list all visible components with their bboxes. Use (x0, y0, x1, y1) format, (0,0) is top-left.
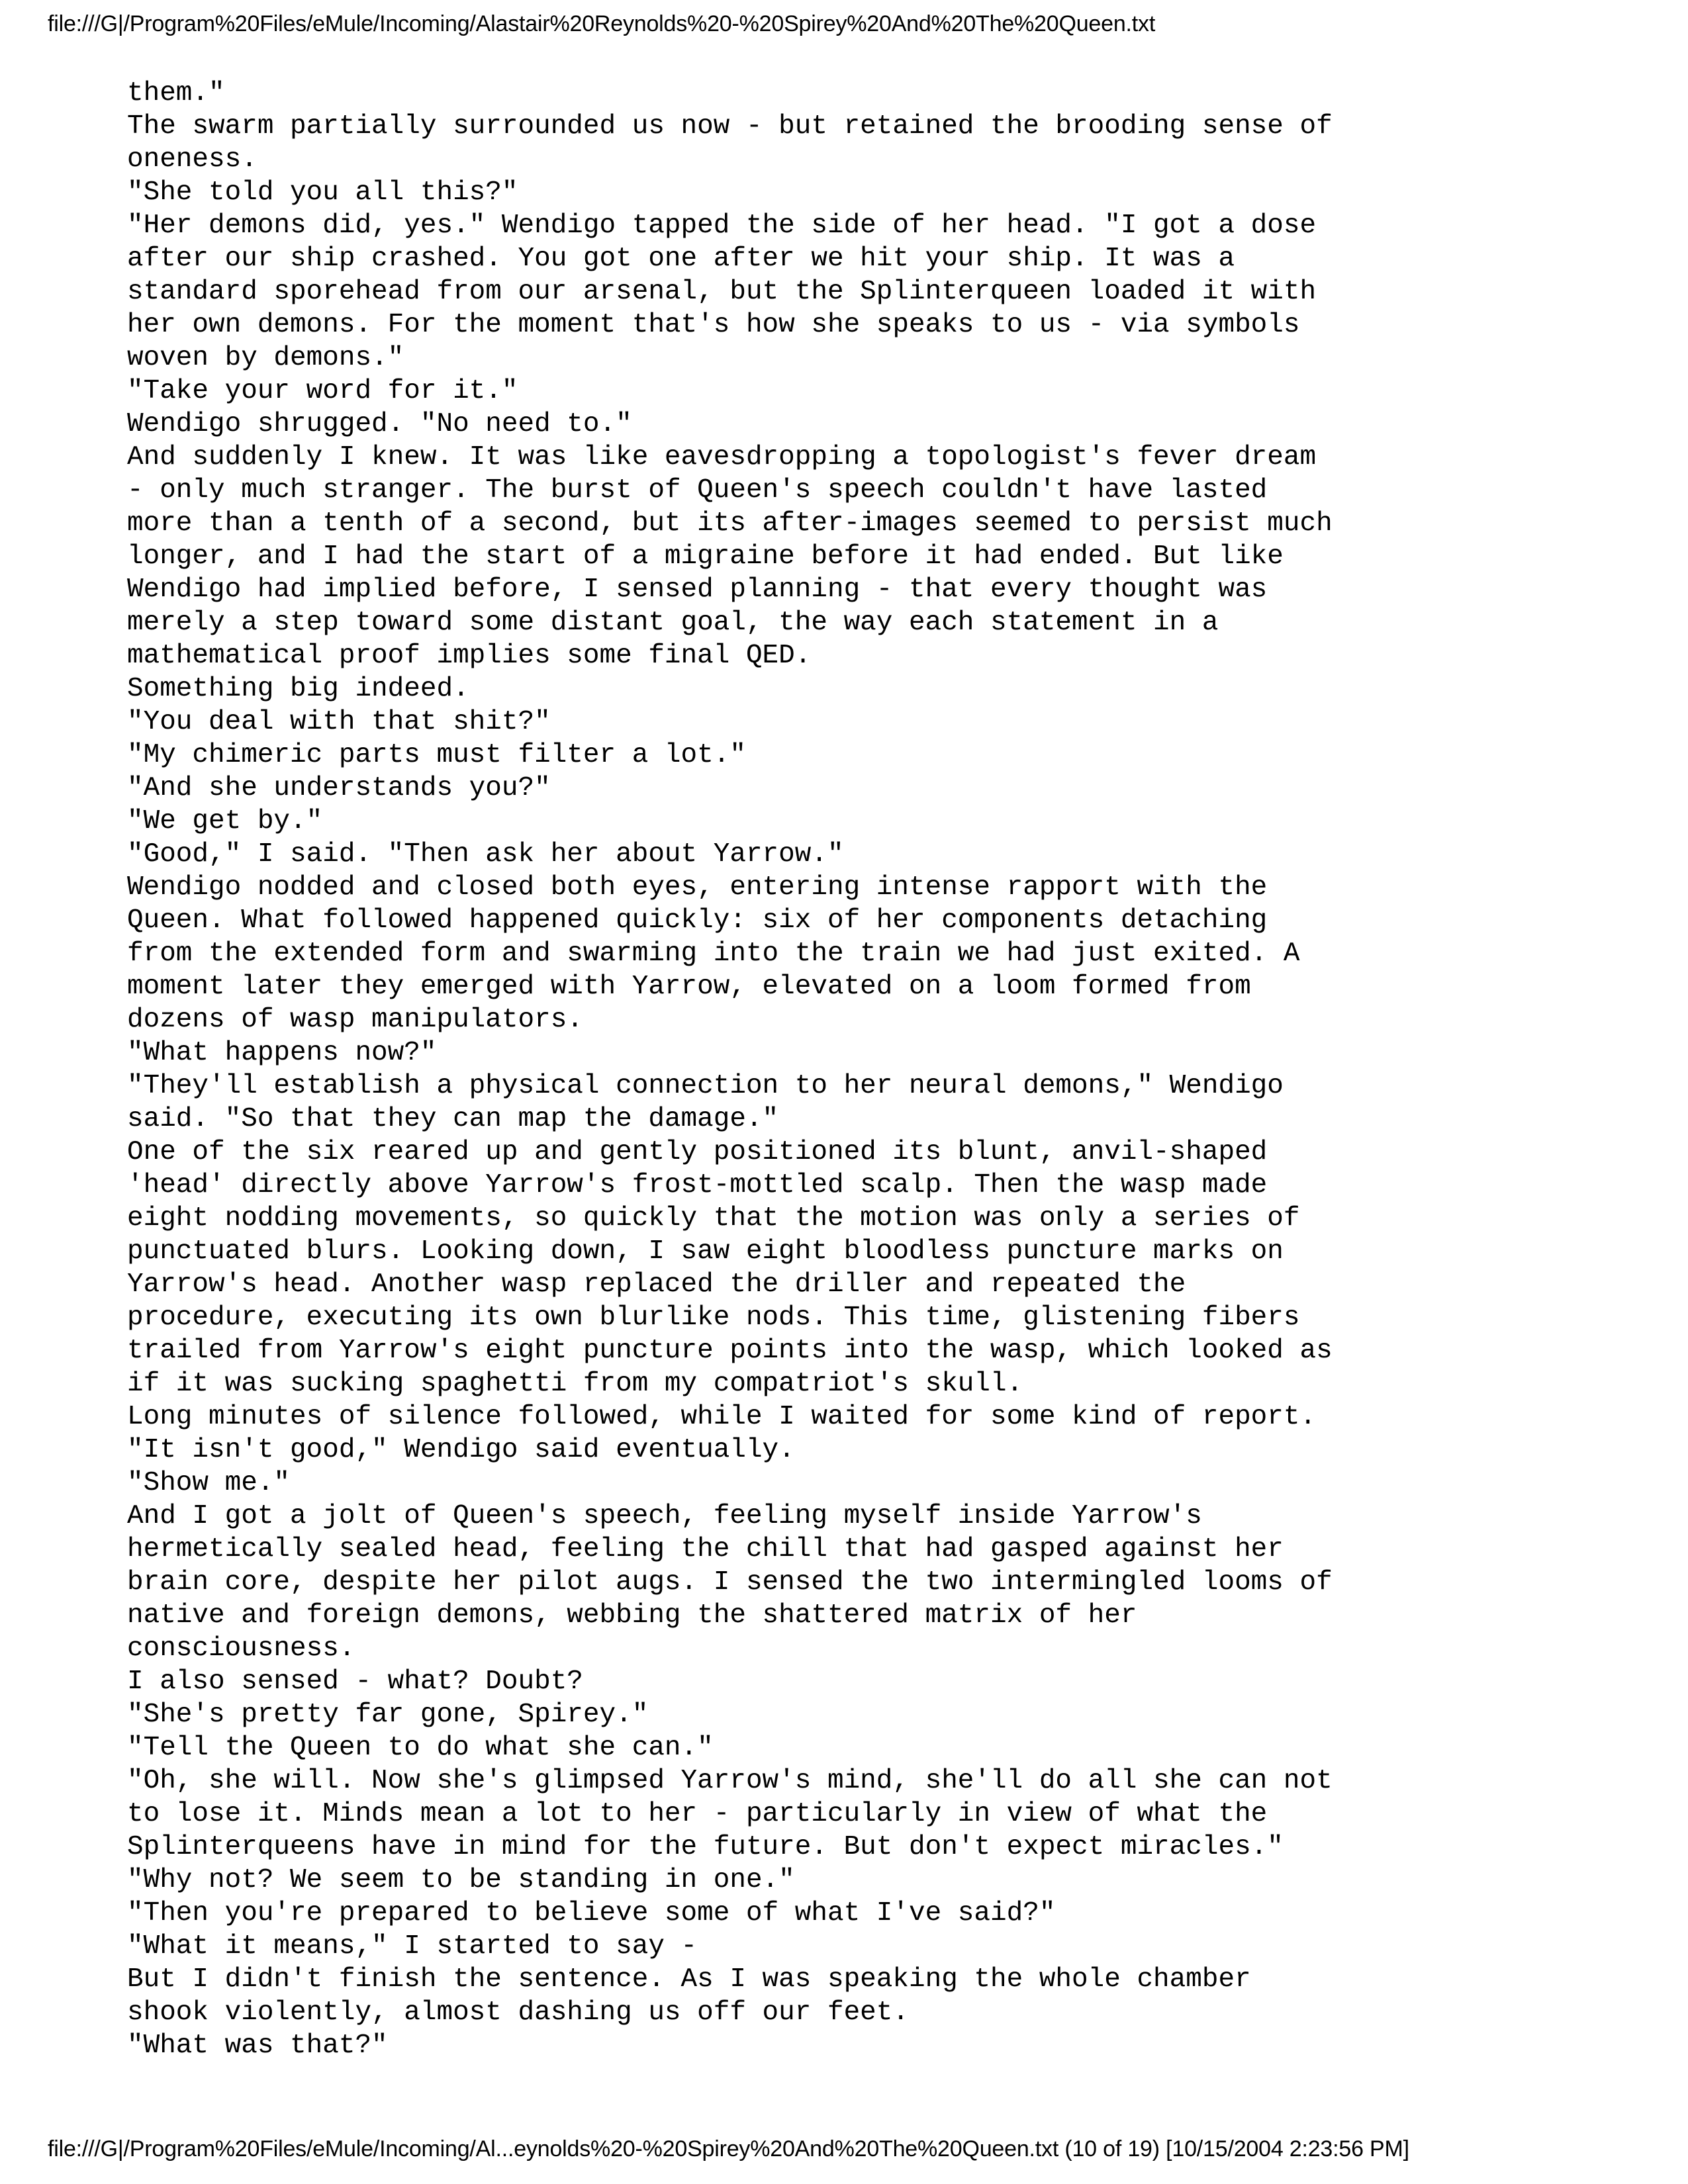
text-line: native and foreign demons, webbing the shattered matrix of her (127, 1600, 1137, 1631)
text-line: Wendigo had implied before, I sensed planning - that every thought was (127, 574, 1268, 605)
page-header-url: file:///G|/Program%20Files/eMule/Incoming/Alastair%20Reynolds%20-%20Spirey%20And%20The%20Queen.txt (48, 11, 1156, 36)
text-line: "Good," I said. "Then ask her about Yarrow." (127, 839, 844, 870)
text-line: brain core, despite her pilot augs. I sensed the two intermingled looms of (127, 1567, 1333, 1598)
text-line: consciousness. (127, 1633, 355, 1664)
text-line: "And she understands you?" (127, 773, 551, 803)
text-line: after our ship crashed. You got one after we hit your ship. It was a (127, 244, 1235, 274)
text-line: "What happens now?" (127, 1038, 437, 1068)
text-line: "Tell the Queen to do what she can." (127, 1733, 714, 1763)
text-line: "Then you're prepared to believe some of what I've said?" (127, 1898, 1056, 1929)
text-line: And suddenly I knew. It was like eavesdropping a topologist's fever dream (127, 442, 1317, 473)
text-line: "She's pretty far gone, Spirey." (127, 1700, 649, 1730)
text-line: "Take your word for it." (127, 376, 518, 406)
text-line: Splinterqueens have in mind for the future. But don't expect miracles." (127, 1832, 1284, 1862)
text-line: "What it means," I started to say - (127, 1931, 698, 1962)
text-line: hermetically sealed head, feeling the chill that had gasped against her (127, 1534, 1284, 1565)
text-line: shook violently, almost dashing us off our feet. (127, 1997, 909, 2028)
text-line: "Why not? We seem to be standing in one." (127, 1865, 795, 1895)
text-line: "Her demons did, yes." Wendigo tapped the side of her head. "I got a dose (127, 210, 1317, 241)
text-line: more than a tenth of a second, but its after-images seemed to persist much (127, 508, 1333, 539)
text-line: from the extended form and swarming into the train we had just exited. A (127, 938, 1300, 969)
text-line: "Oh, she will. Now she's glimpsed Yarrow's mind, she'll do all she can not (127, 1766, 1333, 1796)
text-line: The swarm partially surrounded us now - but retained the brooding sense of (127, 111, 1333, 142)
text-line: Long minutes of silence followed, while I waited for some kind of report. (127, 1402, 1317, 1432)
text-line: oneness. (127, 144, 258, 175)
document-body (127, 77, 1583, 2062)
text-line: her own demons. For the moment that's how she speaks to us - via symbols (127, 310, 1300, 340)
text-line: trailed from Yarrow's eight puncture points into the wasp, which looked as (127, 1336, 1333, 1366)
text-line: Something big indeed. (127, 674, 469, 704)
text-line: "What was that?" (127, 2030, 388, 2061)
text-line: Wendigo nodded and closed both eyes, entering intense rapport with the (127, 872, 1268, 903)
text-line: "We get by." (127, 806, 323, 837)
text-line: Yarrow's head. Another wasp replaced the driller and repeated the (127, 1269, 1186, 1300)
text-line: if it was sucking spaghetti from my compatriot's skull. (127, 1369, 1023, 1399)
text-line: procedure, executing its own blurlike nods. This time, glistening fibers (127, 1302, 1300, 1333)
text-line: woven by demons." (127, 343, 404, 373)
text-line: "Show me." (127, 1468, 291, 1498)
text-line: "They'll establish a physical connection to her neural demons," Wendigo (127, 1071, 1284, 1101)
text-line: "It isn't good," Wendigo said eventually. (127, 1435, 795, 1465)
text-line: to lose it. Minds mean a lot to her - particularly in view of what the (127, 1799, 1268, 1829)
text-line: mathematical proof implies some final QED. (127, 641, 812, 671)
text-line: eight nodding movements, so quickly that the motion was only a series of (127, 1203, 1300, 1234)
text-line: moment later they emerged with Yarrow, elevated on a loom formed from (127, 972, 1251, 1002)
page-footer-url: file:///G|/Program%20Files/eMule/Incoming/Al...eynolds%20-%20Spirey%20And%20The%20Queen.txt (10 of 19) [10/15/2004 2:23:56 PM] (48, 2136, 1409, 2161)
text-line: them." (127, 78, 225, 109)
text-line: standard sporehead from our arsenal, but the Splinterqueen loaded it with (127, 277, 1317, 307)
text-line: "She told you all this?" (127, 177, 518, 208)
text-line: "You deal with that shit?" (127, 707, 551, 737)
text-line: 'head' directly above Yarrow's frost-mottled scalp. Then the wasp made (127, 1170, 1268, 1201)
text-line: punctuated blurs. Looking down, I saw eight bloodless puncture marks on (127, 1236, 1284, 1267)
text-line: Wendigo shrugged. "No need to." (127, 409, 632, 439)
text-line: said. "So that they can map the damage." (127, 1104, 779, 1134)
text-line: But I didn't finish the sentence. As I was speaking the whole chamber (127, 1964, 1251, 1995)
text-line: Queen. What followed happened quickly: six of her components detaching (127, 905, 1268, 936)
text-line: - only much stranger. The burst of Queen's speech couldn't have lasted (127, 475, 1268, 506)
text-line: "My chimeric parts must filter a lot." (127, 740, 746, 770)
text-line: merely a step toward some distant goal, the way each statement in a (127, 608, 1219, 638)
text-line: longer, and I had the start of a migraine before it had ended. But like (127, 541, 1284, 572)
text-line: I also sensed - what? Doubt? (127, 1666, 583, 1697)
text-line: One of the six reared up and gently positioned its blunt, anvil-shaped (127, 1137, 1268, 1167)
text-line: dozens of wasp manipulators. (127, 1005, 583, 1035)
text-line: And I got a jolt of Queen's speech, feeling myself inside Yarrow's (127, 1501, 1202, 1531)
